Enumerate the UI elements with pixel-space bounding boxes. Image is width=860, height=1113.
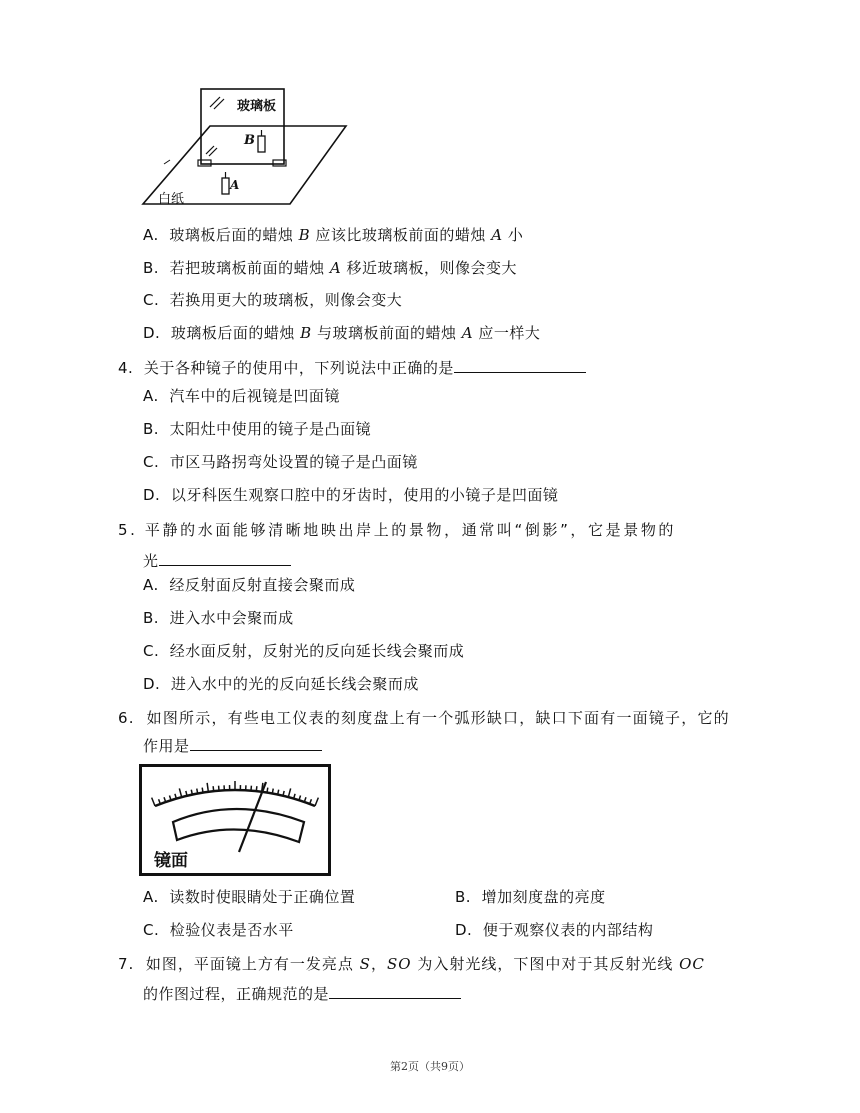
q5-option-a: A. 经反射面反射直接会聚而成 bbox=[143, 576, 356, 594]
scale-tick bbox=[213, 786, 214, 791]
page-footer: 第2页（共9页） bbox=[390, 1060, 470, 1073]
scale-tick bbox=[278, 790, 279, 795]
candle-b-label: B bbox=[244, 133, 255, 148]
q4-stem: 4. 关于各种镜子的使用中，下列说法中正确的是 bbox=[118, 357, 586, 379]
scale-tick bbox=[267, 788, 268, 793]
q3-option-d: D. 玻璃板后面的蜡烛 B 与玻璃板前面的蜡烛 A 应一样大 bbox=[143, 324, 541, 342]
q5-stem-line2: 光 bbox=[143, 550, 291, 572]
q6-stem-line2: 作用是 bbox=[143, 735, 322, 757]
q4-answer-blank bbox=[454, 357, 586, 373]
q5-option-c: C. 经水面反射，反射光的反向延长线会聚而成 bbox=[143, 642, 465, 660]
q3-option-c: C. 若换用更大的玻璃板，则像会变大 bbox=[143, 291, 403, 309]
candle-a-label: A bbox=[230, 178, 240, 192]
q4-option-a: A. 汽车中的后视镜是凹面镜 bbox=[143, 387, 340, 405]
q4-option-d: D. 以牙科医生观察口腔中的牙齿时，使用的小镜子是凹面镜 bbox=[143, 486, 559, 504]
q6-answer-blank bbox=[190, 735, 322, 751]
mirror-label: 镜面 bbox=[154, 851, 188, 871]
q3-option-b: B. 若把玻璃板前面的蜡烛 A 移近玻璃板，则像会变大 bbox=[143, 259, 518, 277]
scale-tick bbox=[272, 789, 273, 794]
white-paper-label: 白纸 bbox=[158, 192, 185, 207]
q6-option-a: A. 读数时使眼睛处于正确位置 bbox=[143, 888, 356, 906]
scale-tick bbox=[197, 789, 198, 794]
q3-option-a: A. 玻璃板后面的蜡烛 B 应该比玻璃板前面的蜡烛 A 小 bbox=[143, 226, 524, 244]
scale-tick bbox=[191, 790, 192, 795]
scale-tick bbox=[256, 786, 257, 791]
q6-option-b: B. 增加刻度盘的亮度 bbox=[455, 888, 606, 906]
q7-stem-line1: 7. 如图，平面镜上方有一发亮点 S，SO 为入射光线，下图中对于其反射光线 OC bbox=[118, 955, 705, 973]
glass-plate-label: 玻璃板 bbox=[237, 99, 277, 114]
scale-tick bbox=[202, 788, 203, 793]
q4-option-c: C. 市区马路拐弯处设置的镜子是凸面镜 bbox=[143, 453, 418, 471]
q5-answer-blank bbox=[159, 550, 291, 566]
q6-stem-line1: 6. 如图所示，有些电工仪表的刻度盘上有一个弧形缺口，缺口下面有一面镜子，它的 bbox=[118, 709, 730, 727]
q7-answer-blank bbox=[329, 983, 461, 999]
q6-option-c: C. 检验仪表是否水平 bbox=[143, 921, 294, 939]
q7-stem-line2: 的作图过程，正确规范的是 bbox=[143, 983, 461, 1005]
q6-option-d: D. 便于观察仪表的内部结构 bbox=[455, 921, 654, 939]
q4-option-b: B. 太阳灶中使用的镜子是凸面镜 bbox=[143, 420, 372, 438]
q5-option-d: D. 进入水中的光的反向延长线会聚而成 bbox=[143, 675, 419, 693]
q5-option-b: B. 进入水中会聚而成 bbox=[143, 609, 294, 627]
q5-stem-line1: 5. 平静的水面能够清晰地映出岸上的景物，通常叫“倒影”，它是景物的 bbox=[118, 521, 677, 539]
